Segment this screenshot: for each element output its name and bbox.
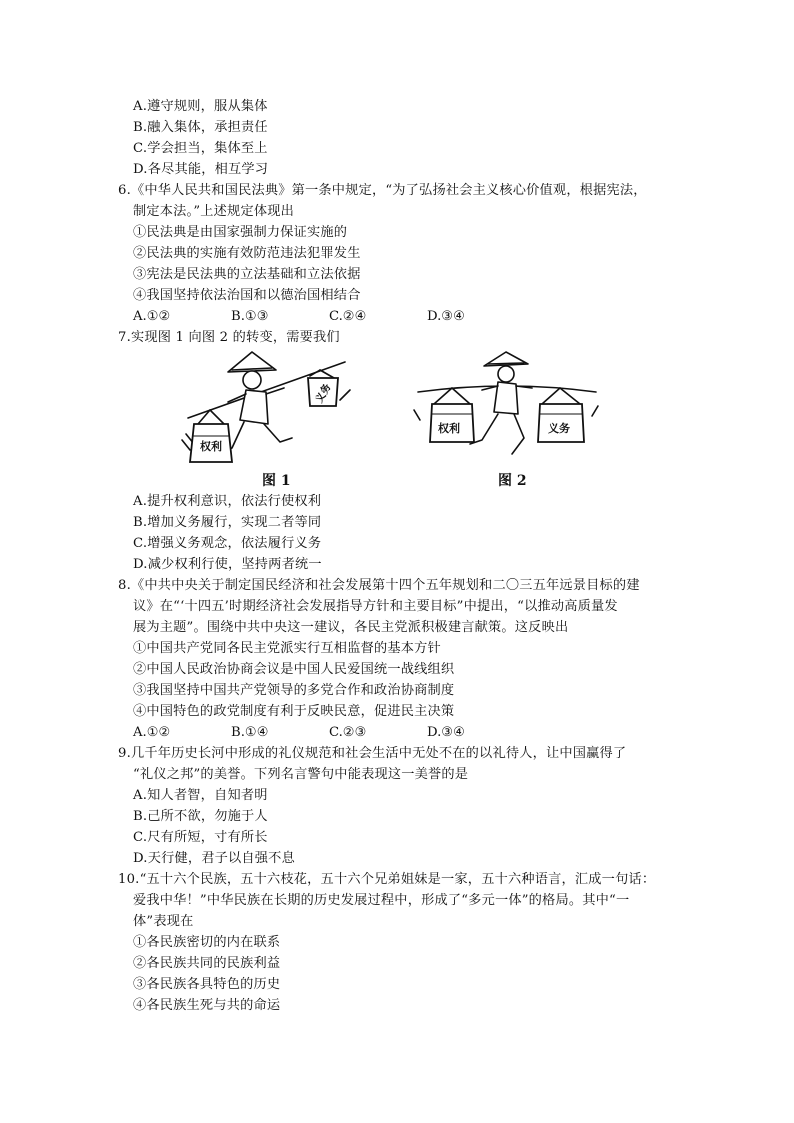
q5-option-b: B.融入集体，承担责任 xyxy=(133,120,268,135)
q10-stem-line3: 体”表现在 xyxy=(133,914,194,929)
q8-item-2: ②中国人民政治协商会议是中国人民爱国统一战线组织 xyxy=(133,662,455,677)
fig2-basket-rights-label: 权利 xyxy=(438,422,460,435)
fig1-basket-duty-label: 义务 xyxy=(314,382,334,406)
figure-2-illustration xyxy=(412,350,602,468)
q8-choice-b: B.①④ xyxy=(231,725,269,740)
q7-option-d: D.减少权利行使，坚持两者统一 xyxy=(133,557,322,572)
figure-2-caption: 图 2 xyxy=(498,473,527,489)
q8-item-4: ④中国特色的政党制度有利于反映民意，促进民主决策 xyxy=(133,704,455,719)
q9-stem-line1: 9.几千年历史长河中形成的礼仪规范和社会生活中无处不在的以礼待人，让中国赢得了 xyxy=(118,746,627,761)
q5-option-a: A.遵守规则，服从集体 xyxy=(133,99,268,114)
q6-item-2: ②民法典的实施有效防范违法犯罪发生 xyxy=(133,246,361,261)
q8-choice-d: D.③④ xyxy=(427,725,465,740)
q7-option-c: C.增强义务观念，依法履行义务 xyxy=(133,536,322,551)
q8-item-1: ①中国共产党同各民主党派实行互相监督的基本方针 xyxy=(133,641,441,656)
q9-stem-line2: “礼仪之邦”的美誉。下列名言警句中能表现这一美誉的是 xyxy=(133,767,469,782)
q10-stem-line2: 爱我中华！”中华民族在长期的历史发展过程中，形成了“多元一体”的格局。其中“一 xyxy=(133,893,630,908)
q6-choice-c: C.②④ xyxy=(329,309,367,324)
q5-option-c: C.学会担当，集体至上 xyxy=(133,141,268,156)
q6-item-4: ④我国坚持依法治国和以德治国相结合 xyxy=(133,288,361,303)
q8-stem-line1: 8.《中共中央关于制定国民经济和社会发展第十四个五年规划和二〇三五年远景目标的建 xyxy=(118,578,640,593)
q7-option-b: B.增加义务履行，实现二者等同 xyxy=(133,515,322,530)
q6-stem-line1: 6.《中华人民共和国民法典》第一条中规定，“为了弘扬社会主义核心价值观，根据宪法， xyxy=(118,183,647,198)
q9-option-b: B.己所不欲，勿施于人 xyxy=(133,809,268,824)
q6-choice-d: D.③④ xyxy=(427,309,465,324)
q5-option-d: D.各尽其能，相互学习 xyxy=(133,162,269,177)
q6-stem-line2: 制定本法。”上述规定体现出 xyxy=(133,204,294,219)
q8-stem-line3: 展为主题”。围绕中共中央这一建议，各民主党派积极建言献策。这反映出 xyxy=(133,620,569,635)
q8-choice-c: C.②③ xyxy=(329,725,367,740)
q10-item-4: ④各民族生死与共的命运 xyxy=(133,998,281,1013)
q9-option-a: A.知人者智，自知者明 xyxy=(133,788,268,803)
q8-choice-a: A.①② xyxy=(133,725,171,740)
q10-item-2: ②各民族共同的民族利益 xyxy=(133,956,281,971)
q6-choice-b: B.①③ xyxy=(231,309,269,324)
q6-choice-a: A.①② xyxy=(133,309,171,324)
q9-option-c: C.尺有所短，寸有所长 xyxy=(133,830,268,845)
q7-option-a: A.提升权利意识，依法行使权利 xyxy=(133,494,322,509)
q6-item-1: ①民法典是由国家强制力保证实施的 xyxy=(133,225,348,240)
fig1-basket-rights-label: 权利 xyxy=(200,440,222,453)
q6-item-3: ③宪法是民法典的立法基础和立法依据 xyxy=(133,267,361,282)
figure-1-caption: 图 1 xyxy=(262,473,291,489)
figure-1-illustration xyxy=(180,350,355,468)
q10-stem-line1: 10.“五十六个民族，五十六枝花，五十六个兄弟姐妹是一家，五十六种语言，汇成一句话： xyxy=(118,872,656,887)
q10-item-3: ③各民族各具特色的历史 xyxy=(133,977,281,992)
q8-item-3: ③我国坚持中国共产党领导的多党合作和政治协商制度 xyxy=(133,683,455,698)
q7-stem: 7.实现图 1 向图 2 的转变，需要我们 xyxy=(118,330,340,345)
q8-stem-line2: 议》在“‘十四五’时期经济社会发展指导方针和主要目标”中提出，“以推动高质量发 xyxy=(133,599,618,614)
fig2-basket-duty-label: 义务 xyxy=(548,422,570,435)
q10-item-1: ①各民族密切的内在联系 xyxy=(133,935,281,950)
q9-option-d: D.天行健，君子以自强不息 xyxy=(133,851,295,866)
